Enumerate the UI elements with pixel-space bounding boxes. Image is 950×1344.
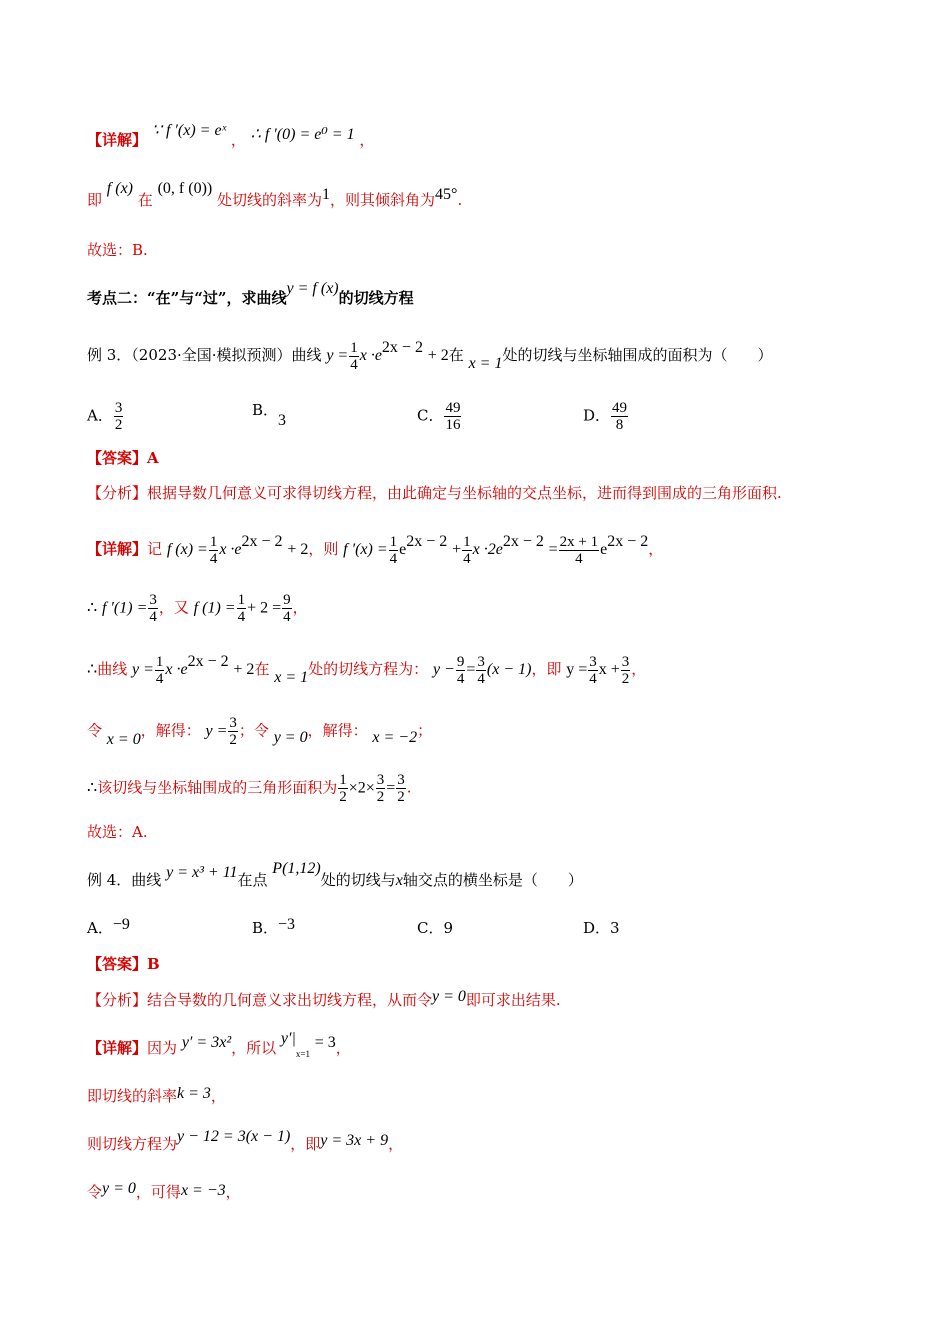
therefore-symbol: ∴ bbox=[87, 779, 98, 797]
option-value: 3 bbox=[278, 412, 287, 429]
denominator: 2 bbox=[621, 670, 630, 687]
math: x = −2 bbox=[372, 728, 418, 746]
numerator: 2x + 1 bbox=[559, 533, 599, 550]
fraction bbox=[114, 400, 124, 433]
math: e bbox=[399, 541, 407, 558]
math: x = −3 bbox=[180, 1182, 226, 1199]
text: ，则其倾斜角为 bbox=[330, 191, 436, 209]
numerator: 3 bbox=[149, 592, 157, 608]
choice-line-1: 故选：B. bbox=[87, 241, 148, 259]
punct: ， bbox=[631, 660, 647, 678]
section-heading bbox=[87, 280, 414, 309]
option-label: C． bbox=[417, 919, 444, 937]
fraction bbox=[621, 654, 631, 687]
heading-text: 的切线方程 bbox=[338, 289, 414, 307]
detail-4-line-4 bbox=[87, 1182, 241, 1203]
subscript: x=1 bbox=[295, 1049, 310, 1059]
punct: ， bbox=[210, 1087, 226, 1105]
numerator: 9 bbox=[456, 653, 465, 670]
numerator: 1 bbox=[389, 533, 398, 550]
denominator: 4 bbox=[456, 670, 465, 687]
punct: ， bbox=[335, 1039, 351, 1057]
fraction bbox=[588, 654, 598, 687]
question-text: 例 4．曲线 bbox=[87, 871, 162, 889]
text: ，所以 bbox=[231, 1039, 277, 1057]
fraction bbox=[476, 654, 486, 687]
text: ，即 bbox=[531, 660, 562, 678]
numerator: 1 bbox=[237, 592, 246, 608]
therefore-symbol: ∴ bbox=[87, 661, 98, 678]
punct: ， bbox=[648, 540, 664, 558]
math: f ′(1) = bbox=[101, 599, 148, 617]
math: + 2 bbox=[427, 347, 449, 364]
denominator: 4 bbox=[463, 550, 471, 567]
question-text: 在 bbox=[448, 346, 464, 364]
math: f (1) = bbox=[193, 599, 236, 617]
math: = bbox=[548, 541, 558, 558]
denominator: 4 bbox=[209, 550, 218, 567]
option-label: D． bbox=[583, 919, 611, 937]
answer-3: 【答案】A bbox=[87, 449, 159, 467]
example-3-question bbox=[87, 338, 772, 373]
text: 记 bbox=[147, 540, 163, 558]
math: x = 1 bbox=[274, 669, 309, 686]
math: x ·e bbox=[165, 661, 188, 678]
text: 因为 bbox=[147, 1039, 178, 1057]
numerator: 9 bbox=[283, 592, 291, 608]
option-c[interactable] bbox=[417, 918, 453, 938]
text: 令 bbox=[87, 721, 103, 740]
text: 【分析】结合导数的几何意义求出切线方程，从而令 bbox=[87, 991, 433, 1009]
detail-4-line-3 bbox=[87, 1128, 404, 1155]
detail-tag: 【详解】 bbox=[87, 540, 148, 558]
math: + 2 bbox=[233, 661, 255, 678]
question-text: 在点 bbox=[237, 871, 268, 889]
text: 在 bbox=[137, 191, 153, 209]
question-text: 处的切线与 bbox=[320, 871, 396, 889]
math: y = bbox=[326, 347, 349, 364]
exponent: 2x − 2 bbox=[381, 339, 423, 356]
detail-3-line-1 bbox=[87, 532, 663, 567]
math-derivative-zero: ∴ f ′(0) = e⁰ = 1 bbox=[250, 126, 355, 143]
fraction bbox=[228, 715, 238, 748]
exponent: 2x − 2 bbox=[502, 533, 544, 550]
detail-line-1 bbox=[87, 122, 375, 151]
option-d[interactable] bbox=[583, 918, 620, 938]
denominator: 4 bbox=[237, 609, 246, 625]
numerator: 1 bbox=[339, 772, 347, 788]
option-label: A． bbox=[87, 919, 113, 937]
text: ，可得 bbox=[135, 1183, 181, 1201]
fraction bbox=[389, 534, 399, 567]
answer-4: 【答案】B bbox=[87, 955, 160, 973]
question-text: 轴交点的横坐标是（ ） bbox=[402, 871, 583, 889]
numerator: 1 bbox=[209, 533, 218, 550]
punct: ， bbox=[225, 1183, 241, 1201]
denominator: 4 bbox=[575, 550, 583, 567]
analysis-3: 【分析】根据导数几何意义可求得切线方程，由此确定与坐标轴的交点坐标，进而得到围成的三角形面积. bbox=[87, 484, 782, 502]
math: y = 3x + 9 bbox=[320, 1132, 389, 1149]
heading-text: 考点二：“在”与“过”，求曲线 bbox=[87, 289, 287, 307]
text: ，又 bbox=[158, 598, 189, 617]
detail-4-line-2 bbox=[87, 1086, 226, 1107]
math: + 2 = bbox=[247, 599, 282, 617]
text: 该切线与坐标轴围成的三角形面积为 bbox=[97, 778, 338, 797]
therefore-symbol: ∴ bbox=[87, 599, 98, 617]
question-text: 处的切线与坐标轴围成的面积为（ ） bbox=[502, 346, 773, 364]
numerator: 49 bbox=[445, 400, 461, 416]
fraction bbox=[209, 534, 219, 567]
math: x ·e bbox=[219, 541, 242, 558]
denominator: 4 bbox=[155, 670, 164, 687]
math: y = bbox=[566, 661, 588, 678]
fraction bbox=[376, 772, 386, 805]
punct: . bbox=[406, 778, 412, 797]
math: y′| bbox=[280, 1030, 296, 1047]
numerator: 3 bbox=[397, 772, 405, 788]
numerator: 3 bbox=[376, 772, 385, 788]
math: e bbox=[600, 541, 608, 558]
math: y − 12 = 3(x − 1) bbox=[177, 1128, 291, 1145]
text: 在 bbox=[254, 660, 270, 678]
option-label: D． bbox=[583, 406, 611, 425]
math-slope: 1 bbox=[322, 186, 331, 203]
option-label: A． bbox=[87, 406, 113, 425]
fraction bbox=[237, 592, 247, 625]
exponent: 2x − 2 bbox=[241, 533, 283, 550]
fraction bbox=[456, 654, 466, 687]
denominator: 2 bbox=[229, 732, 237, 748]
math: + bbox=[452, 541, 462, 558]
math: y = 0 bbox=[432, 988, 466, 1005]
math-curve: y = x³ + 11 bbox=[166, 864, 238, 881]
denominator: 4 bbox=[149, 609, 157, 625]
fraction bbox=[396, 772, 406, 805]
fraction bbox=[611, 400, 628, 433]
text: 令 bbox=[87, 1183, 103, 1201]
punct: ， bbox=[292, 598, 308, 617]
option-c[interactable] bbox=[417, 400, 462, 433]
detail-3-line-4 bbox=[87, 715, 432, 748]
math: x + bbox=[598, 661, 620, 678]
choice-line-3: 故选：A. bbox=[87, 823, 148, 841]
text: 处的切线方程为： bbox=[308, 660, 429, 678]
detail-3-line-2 bbox=[87, 592, 308, 625]
math: = bbox=[466, 661, 476, 678]
math: y = 0 bbox=[273, 728, 308, 746]
math: x = 0 bbox=[106, 730, 141, 748]
fraction bbox=[155, 654, 165, 687]
detail-3-line-3 bbox=[87, 652, 646, 687]
math: y = bbox=[205, 722, 228, 740]
text: ，则 bbox=[308, 540, 339, 558]
denominator: 4 bbox=[589, 670, 597, 687]
text: . bbox=[457, 191, 463, 209]
math: ×2× bbox=[348, 779, 375, 797]
math: y = bbox=[131, 661, 154, 678]
numerator: 3 bbox=[114, 400, 123, 416]
math: f ′(x) = bbox=[343, 541, 388, 558]
denominator: 4 bbox=[283, 609, 291, 625]
text: 即 bbox=[87, 191, 103, 209]
exponent: 2x − 2 bbox=[607, 533, 649, 550]
denominator: 4 bbox=[389, 550, 398, 567]
question-text: 例 3．（2023·全国·模拟预测）曲线 bbox=[87, 346, 322, 364]
detail-tag: 【详解】 bbox=[87, 1039, 148, 1057]
option-value: 9 bbox=[443, 919, 454, 937]
option-d[interactable] bbox=[583, 400, 629, 433]
numerator: 3 bbox=[477, 653, 485, 670]
option-a[interactable] bbox=[87, 918, 130, 939]
math: f (x) = bbox=[166, 541, 208, 558]
math: y − bbox=[432, 661, 455, 678]
punct: ； bbox=[417, 721, 433, 740]
math: y = 0 bbox=[102, 1180, 136, 1197]
math: x bbox=[395, 872, 403, 889]
detail-4-line-1 bbox=[87, 1030, 351, 1064]
option-b[interactable] bbox=[252, 400, 287, 429]
option-label: C． bbox=[417, 406, 444, 425]
text: 即可求出结果. bbox=[465, 991, 561, 1009]
math: = bbox=[386, 779, 396, 797]
math-point: (0, f (0)) bbox=[157, 180, 213, 197]
numerator: 3 bbox=[589, 653, 597, 670]
numerator: 1 bbox=[463, 533, 471, 550]
text: ，解得： bbox=[140, 721, 201, 740]
math: x = 1 bbox=[468, 355, 503, 372]
math: k = 3 bbox=[177, 1085, 211, 1102]
fraction bbox=[462, 534, 472, 567]
denominator: 16 bbox=[445, 417, 461, 433]
denominator: 2 bbox=[397, 789, 405, 805]
analysis-4 bbox=[87, 990, 561, 1011]
text: 处切线的斜率为 bbox=[217, 191, 323, 209]
math: = 3 bbox=[314, 1034, 336, 1051]
math: + 2 bbox=[287, 541, 309, 558]
option-label: B． bbox=[252, 401, 279, 419]
text: 即切线的斜率 bbox=[87, 1087, 178, 1105]
fraction bbox=[349, 340, 359, 373]
numerator: 3 bbox=[229, 715, 237, 731]
numerator: 1 bbox=[350, 339, 358, 356]
option-b[interactable] bbox=[252, 918, 295, 939]
separator: ， bbox=[230, 131, 246, 149]
numerator: 49 bbox=[612, 400, 628, 416]
option-value: 3 bbox=[610, 919, 620, 937]
exponent: 2x − 2 bbox=[406, 533, 448, 550]
option-value: −9 bbox=[112, 916, 130, 933]
denominator: 4 bbox=[350, 356, 358, 373]
math: x ·2e bbox=[472, 541, 503, 558]
numerator: 1 bbox=[155, 653, 164, 670]
math-fx: f (x) bbox=[106, 180, 133, 197]
math: (x − 1) bbox=[486, 661, 532, 678]
fraction bbox=[338, 772, 348, 805]
text: 则切线方程为 bbox=[87, 1135, 178, 1153]
detail-tag: 【详解】 bbox=[87, 131, 148, 149]
detail-3-line-5 bbox=[87, 772, 412, 805]
denominator: 2 bbox=[376, 789, 385, 805]
fraction bbox=[559, 534, 599, 567]
math: y′ = 3x² bbox=[181, 1034, 232, 1051]
slope-line bbox=[87, 180, 463, 211]
math: x ·e bbox=[359, 347, 382, 364]
numerator: 3 bbox=[621, 653, 630, 670]
text: 曲线 bbox=[97, 660, 128, 678]
text: ，即 bbox=[290, 1135, 321, 1153]
text: ，解得： bbox=[307, 721, 368, 740]
denominator: 2 bbox=[114, 417, 123, 433]
math-derivative: ∵ f ′(x) = eˣ bbox=[151, 122, 227, 139]
math-point: P(1,12) bbox=[272, 860, 321, 877]
example-4-question bbox=[87, 860, 583, 891]
fraction bbox=[148, 592, 158, 625]
option-label: B． bbox=[252, 919, 279, 937]
denominator: 4 bbox=[477, 670, 485, 687]
math-curve: y = f (x) bbox=[286, 280, 339, 297]
option-a[interactable] bbox=[87, 400, 124, 433]
fraction bbox=[444, 400, 461, 433]
denominator: 2 bbox=[339, 789, 347, 805]
option-value: −3 bbox=[278, 916, 296, 933]
punct: ， bbox=[388, 1135, 404, 1153]
punct: ， bbox=[359, 131, 375, 149]
exponent: 2x − 2 bbox=[187, 653, 229, 670]
text: ；令 bbox=[238, 721, 269, 740]
math-angle: 45° bbox=[435, 186, 458, 203]
denominator: 8 bbox=[615, 417, 624, 433]
fraction bbox=[282, 592, 292, 625]
